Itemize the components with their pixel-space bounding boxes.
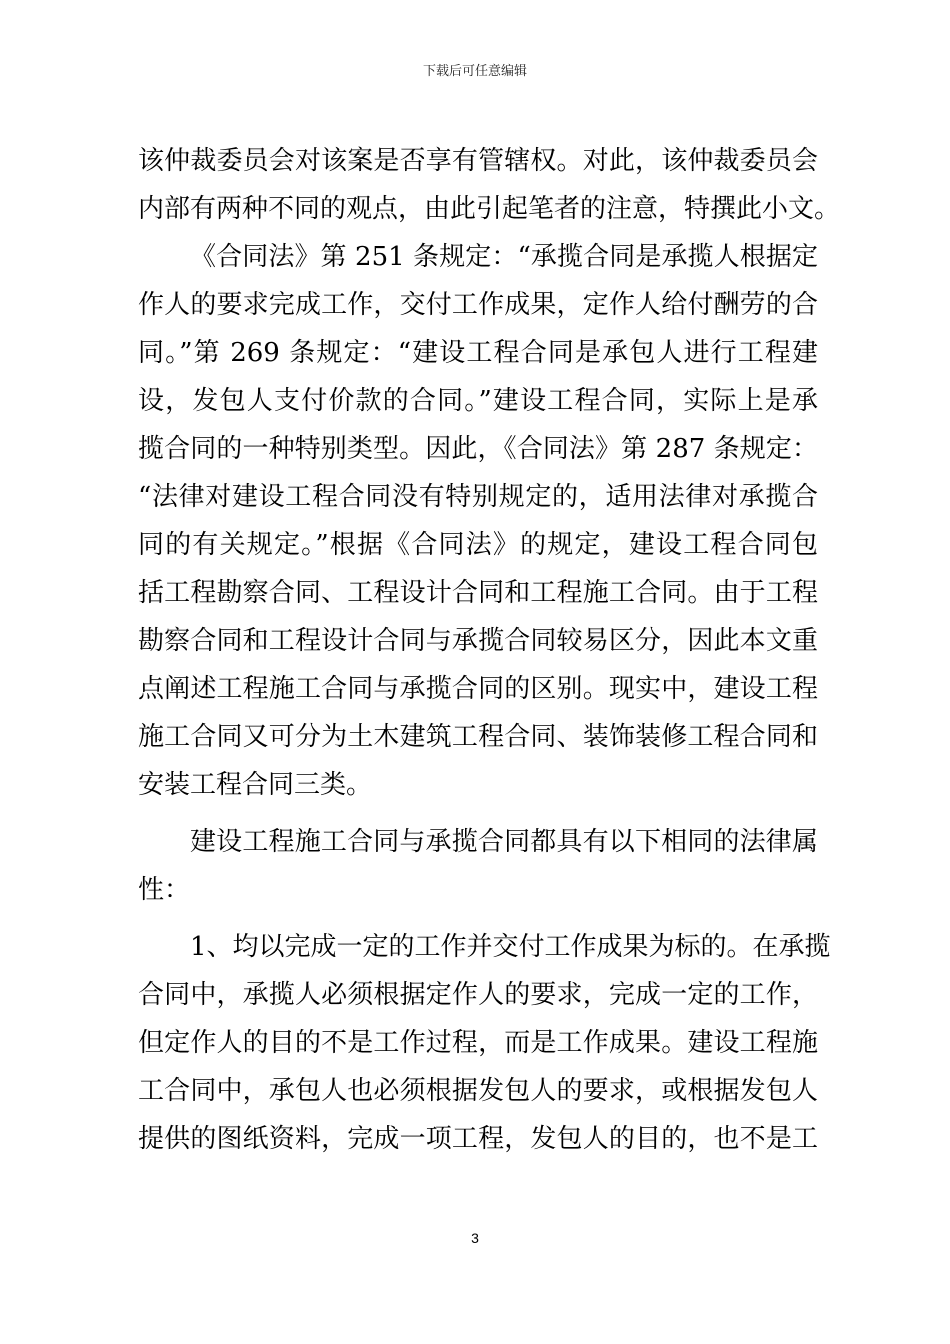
text-line: 勘察合同和工程设计合同与承揽合同较易区分，因此本文重 <box>138 626 818 656</box>
text-line: 同的有关规定。”根据《合同法》的规定，建设工程合同包 <box>138 530 818 560</box>
text-line: 1、均以完成一定的工作并交付工作成果为标的。在承揽 <box>190 932 831 962</box>
text-line: 括工程勘察合同、工程设计合同和工程施工合同。由于工程 <box>138 578 818 608</box>
text-line: 该仲裁委员会对该案是否享有管辖权。对此，该仲裁委员会 <box>138 146 818 176</box>
paragraph-gap <box>138 914 818 923</box>
text-line: 合同中，承揽人必须根据定作人的要求，完成一定的工作， <box>138 980 818 1010</box>
text-line: 提供的图纸资料，完成一项工程，发包人的目的，也不是工 <box>138 1124 818 1154</box>
page-header: 下载后可任意编辑 <box>422 64 527 79</box>
text-line: 揽合同的一种特别类型。因此，《合同法》第 287 条规定： <box>138 434 818 464</box>
text-line: “法律对建设工程合同没有特别规定的，适用法律对承揽合 <box>138 482 818 512</box>
text-line: 施工合同又可分为土木建筑工程合同、装饰装修工程合同和 <box>138 722 818 752</box>
text-line: 同。”第 269 条规定：“建设工程合同是承包人进行工程建 <box>138 338 818 368</box>
text-line: 设，发包人支付价款的合同。”建设工程合同，实际上是承 <box>138 386 818 416</box>
document-body <box>138 137 841 1163</box>
text-line: 安装工程合同三类。 <box>138 770 373 800</box>
text-line: 性： <box>138 875 191 905</box>
text-line: 建设工程施工合同与承揽合同都具有以下相同的法律属 <box>190 827 818 857</box>
paragraph-gap <box>138 809 818 818</box>
text-line: 作人的要求完成工作，交付工作成果，定作人给付酬劳的合 <box>138 290 818 320</box>
text-line: 工合同中，承包人也必须根据发包人的要求，或根据发包人 <box>138 1076 818 1106</box>
page-number: 3 <box>471 1230 479 1246</box>
text-line: 点阐述工程施工合同与承揽合同的区别。现实中，建设工程 <box>138 674 818 704</box>
text-line: 内部有两种不同的观点，由此引起笔者的注意，特撰此小文。 <box>138 194 841 224</box>
text-line: 《合同法》第 251 条规定：“承揽合同是承揽人根据定 <box>190 242 818 272</box>
text-line: 但定作人的目的不是工作过程，而是工作成果。建设工程施 <box>138 1028 818 1058</box>
